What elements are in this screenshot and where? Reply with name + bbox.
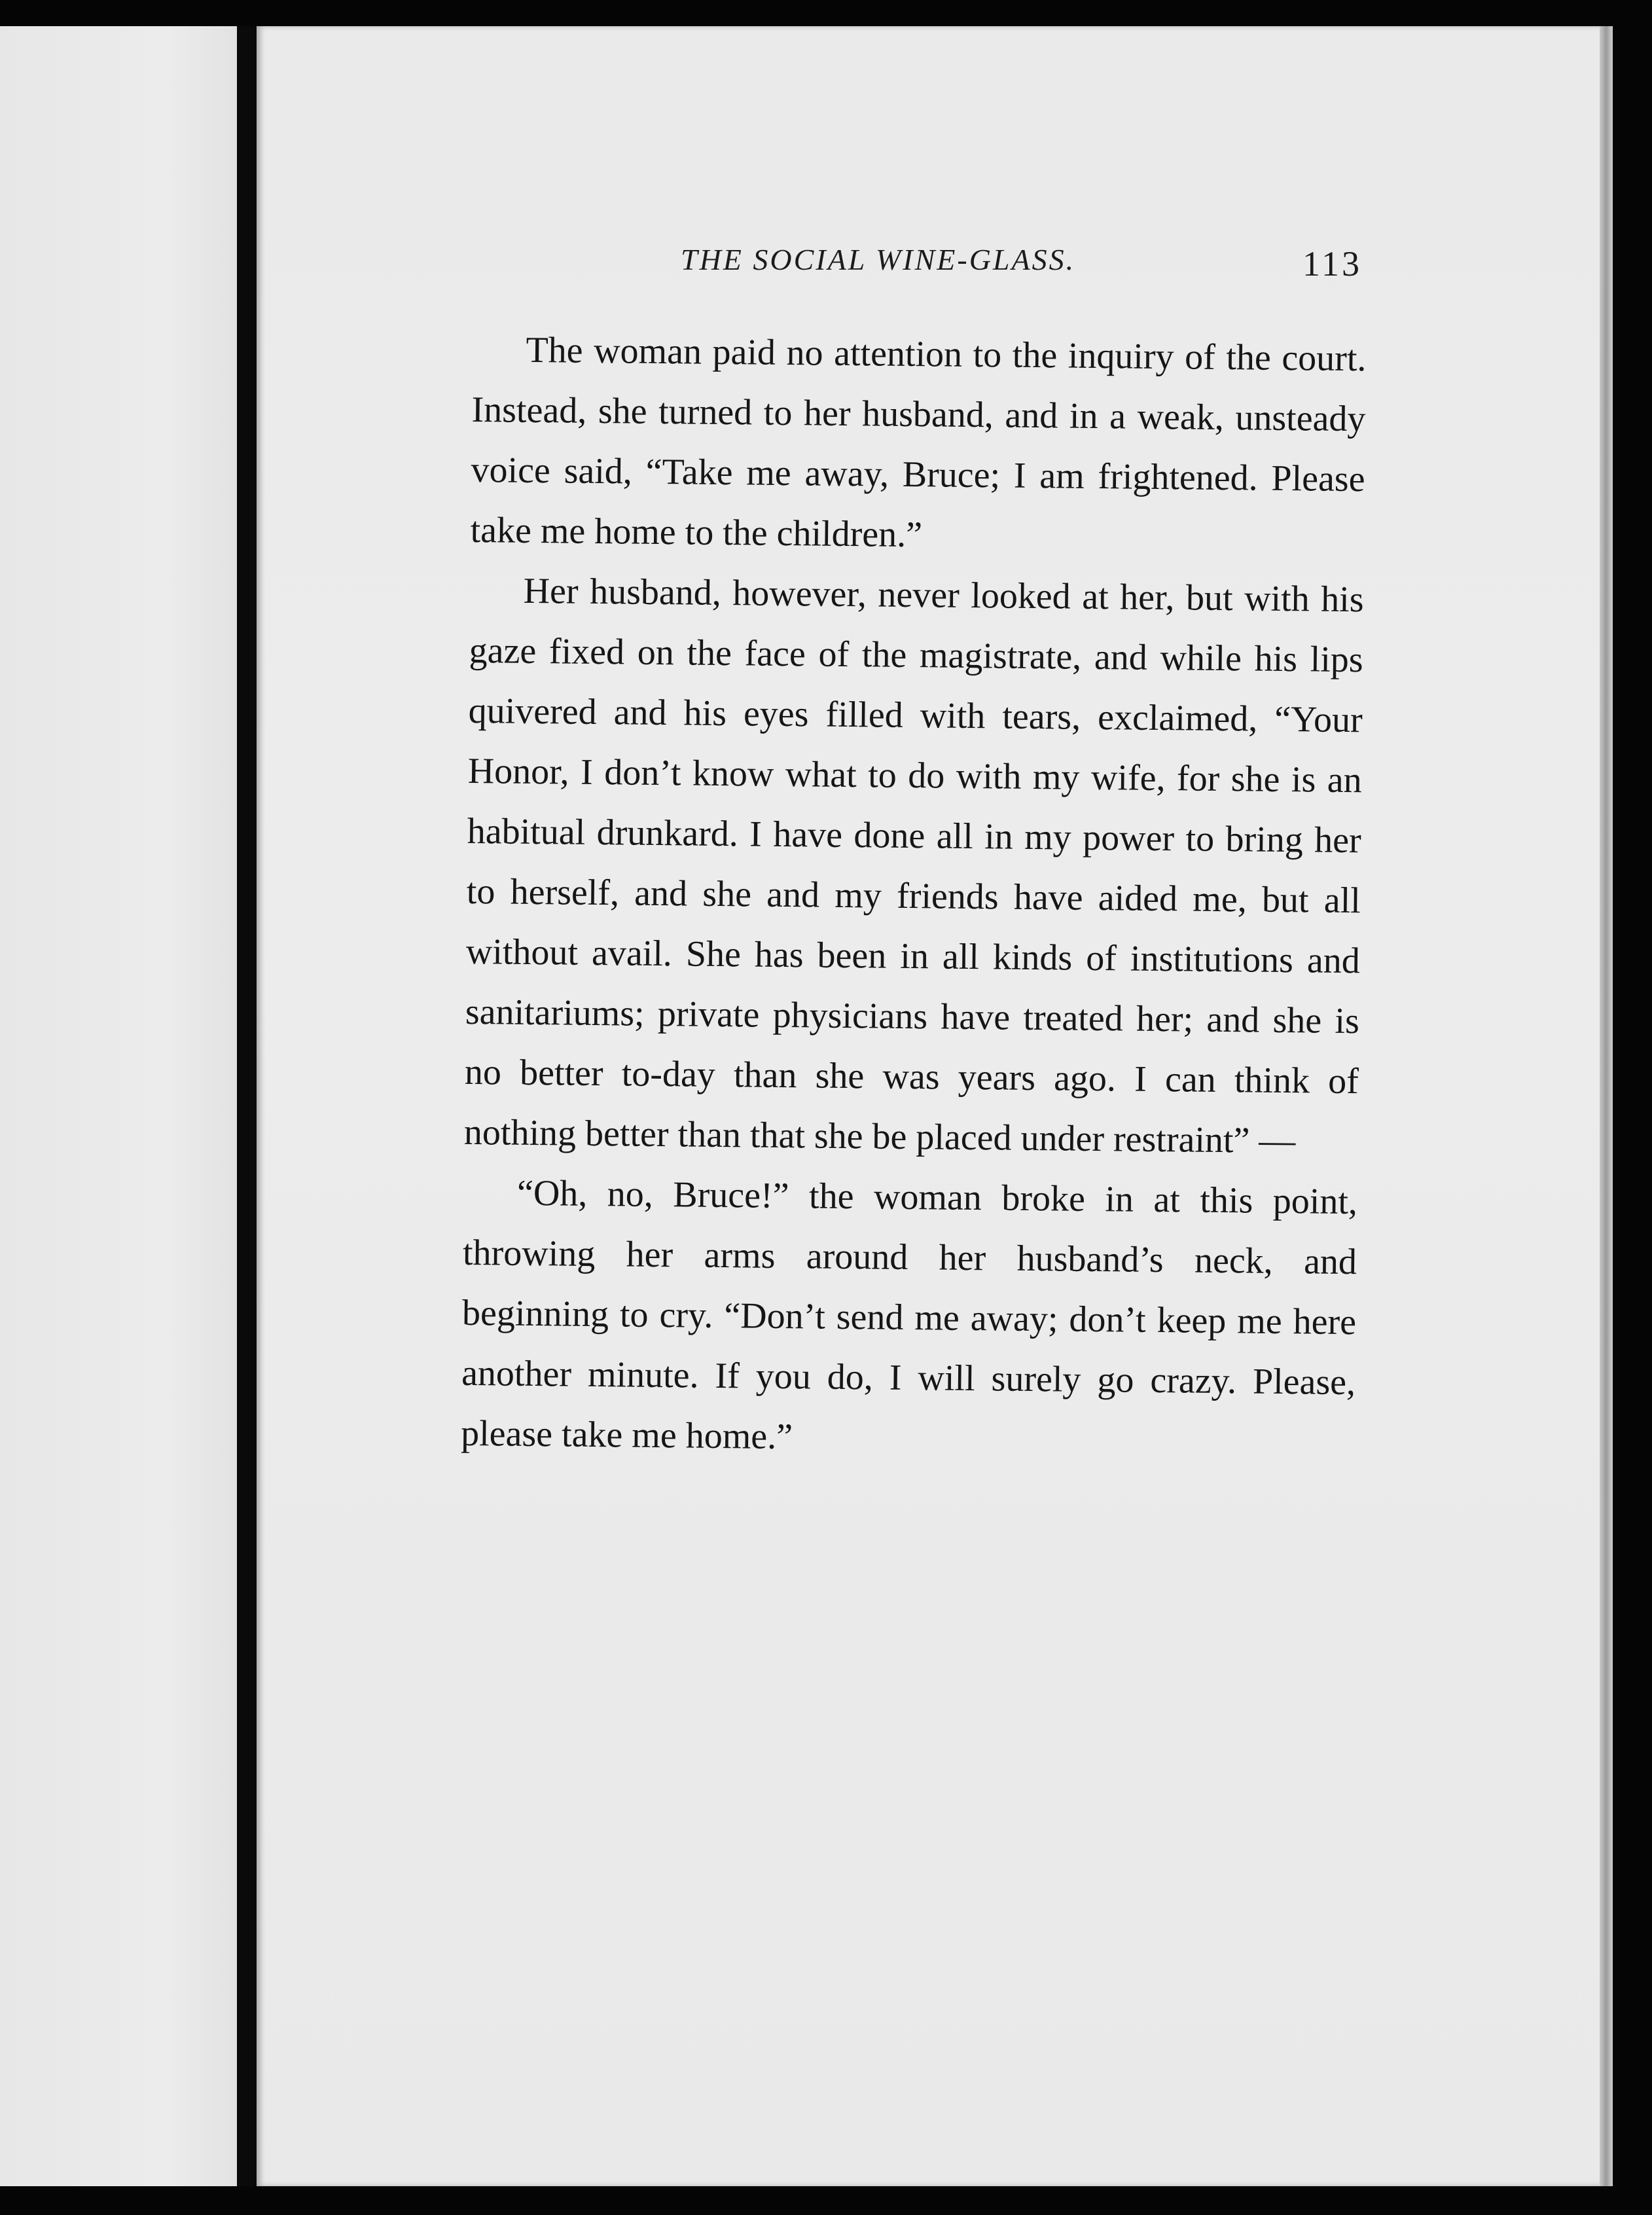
paragraph-3: “Oh, no, Bruce!” the woman broke in at this point, throwing her arms around her husband’s neck, and beginning to cry. “Don’t send me away; don’t keep me here another minute. If you do, I will surely go crazy. Please, please take me home.” (460, 1172, 1358, 1458)
left-page-blank (0, 26, 237, 2186)
page-edge (1600, 26, 1613, 2186)
running-head: THE SOCIAL WINE-GLASS. (681, 243, 1076, 276)
book-gutter (237, 26, 257, 2186)
paragraph-2: Her husband, however, never looked at her, but with his gaze fixed on the face of the magistrate, and while his lips quivered and his eyes filled with tears, exclaimed, “Your Honor, I don’t know what to do with my wife, for she is an habitual drunkard. I have done all in my power to bring her to herself, and she and my friends have aided me, but all without avail. She has been in all kinds of institutions and sanitariums; private physicians have treated her; and she is no better to-day than she was years ago. I can think of nothing better than that she be placed under restraint” — (463, 570, 1364, 1162)
body-text (461, 319, 1367, 1473)
paragraph-1: The woman paid no attention to the inquiry of the court. Instead, she turned to her husband, and in a weak, unsteady voice said, “Take me away, Bruce; I am frightened. Please take me home to the children.” (470, 329, 1367, 556)
page-number: 113 (1302, 244, 1362, 283)
